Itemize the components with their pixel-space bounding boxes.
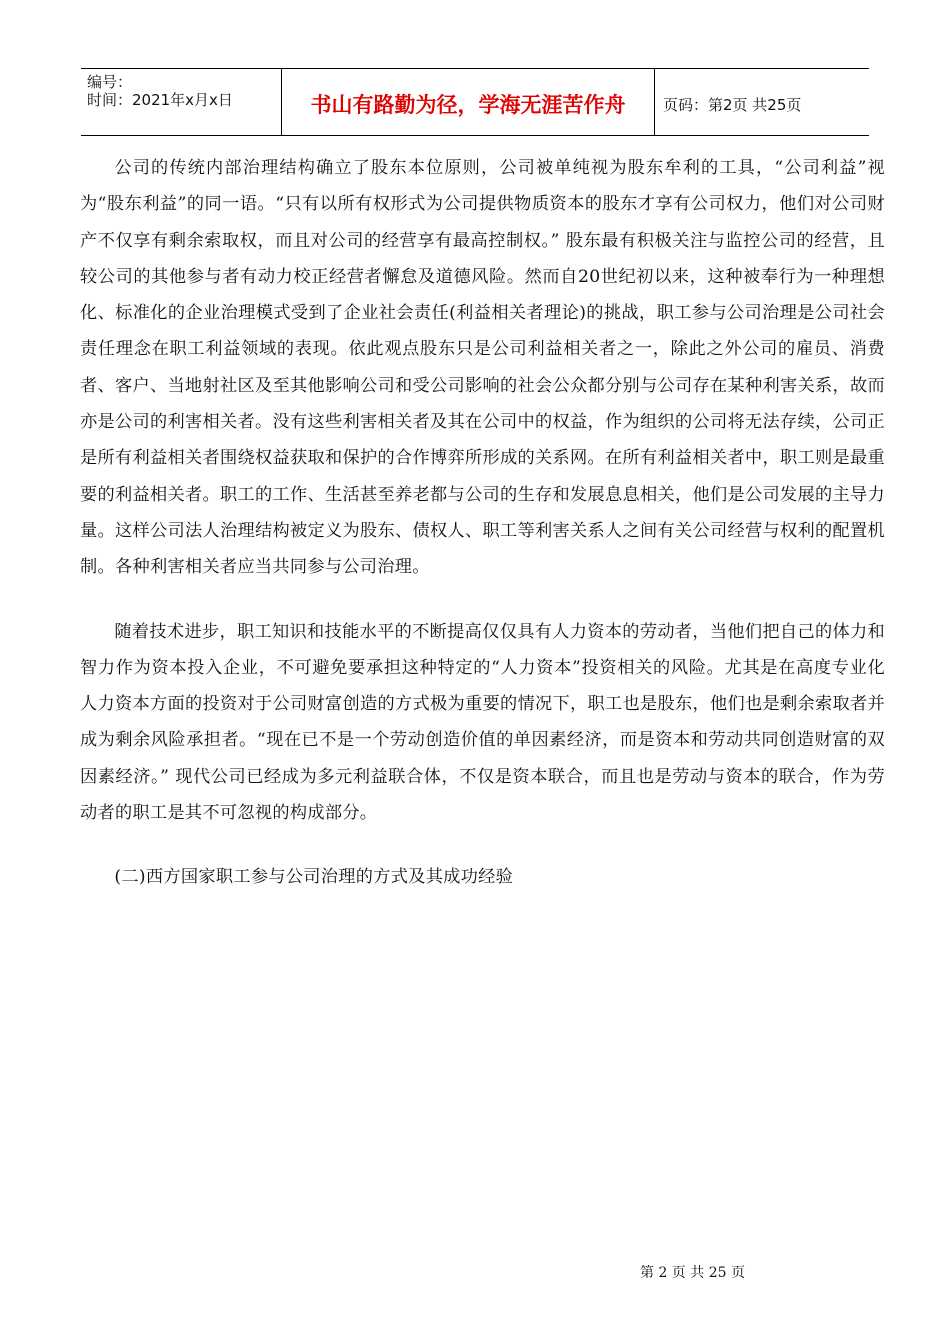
body-paragraph-1: 公司的传统内部治理结构确立了股东本位原则，公司被单纯视为股东牟利的工具，“公司利益”视为“股东利益”的同一语。“只有以所有权形式为公司提供物质资本的股东才享有公司权力，他们对公司财产不仅享有剩余索取权，而且对公司的经营享有最高控制权。” 股东最有积极关注与监控公司的经营，且较公司的其他参与者有动力校正经营者懈怠及道德风险。然而自20世纪初以来，这种被奉行为一种理想化、标准化的企业治理模式受到了企业社会责任(利益相关者理论)的挑战，职工参与公司治理是公司社会责任理念在职工利益领域的表现。依此观点股东只是公司利益相关者之一，除此之外公司的雇员、消费者、客户、当地射社区及至其他影响公司和受公司影响的社会公众都分别与公司存在某种利害关系，故而亦是公司的利害相关者。没有这些利害相关者及其在公司中的权益，作为组织的公司将无法存续，公司正是所有利益相关者围绕权益获取和保护的合作博弈所形成的关系网。在所有利益相关者中，职工则是最重要的利益相关者。职工的工作、生活甚至养老都与公司的生存和发展息息相关，他们是公司发展的主导力量。这样公司法人治理结构被定义为股东、债权人、职工等利害关系人之间有关公司经营与权利的配置机制。各种利害相关者应当共同参与公司治理。: [80, 158, 885, 578]
section-heading: (二)西方国家职工参与公司治理的方式及其成功经验: [114, 867, 514, 888]
page-header: [81, 68, 869, 136]
document-date: 时间：2021年x月x日: [87, 91, 233, 109]
header-meta: [81, 69, 281, 135]
body-paragraph-2: 随着技术进步，职工知识和技能水平的不断提高仅仅具有人力资本的劳动者，当他们把自己的体力和智力作为资本投入企业，不可避免要承担这种特定的“人力资本”投资相关的风险。尤其是在高度专业化人力资本方面的投资对于公司财富创造的方式极为重要的情况下，职工也是股东，他们也是剩余索取者并成为剩余风险承担者。“现在已不是一个劳动创造价值的单因素经济，而是资本和劳动共同创造财富的双因素经济。” 现代公司已经成为多元利益联合体，不仅是资本联合，而且也是劳动与资本的联合，作为劳动者的职工是其不可忽视的构成部分。: [80, 621, 885, 824]
document-number-label: 编号：: [87, 73, 133, 91]
page-footer: 第 2 页 共 25 页: [640, 1265, 745, 1281]
header-page-info: 页码：第2页 共25页: [663, 95, 802, 114]
document-body: [80, 150, 885, 896]
header-motto: 书山有路勤为径，学海无涯苦作舟: [281, 69, 655, 135]
